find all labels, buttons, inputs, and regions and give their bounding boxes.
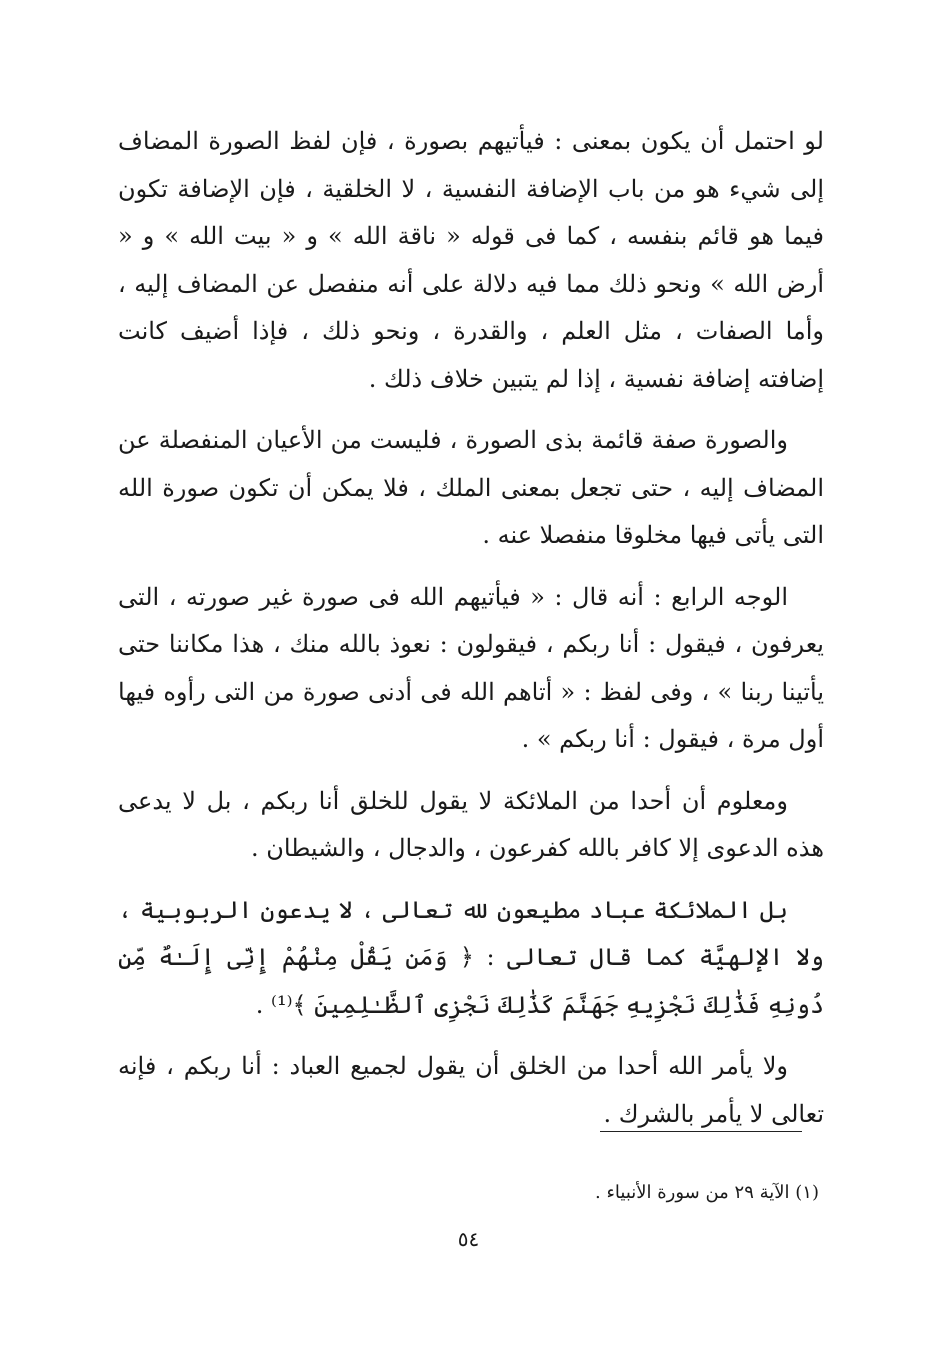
paragraph-4: ومعلوم أن أحدا من الملائكة لا يقول للخلق أنا ربكم ، بل لا يدعى هذه الدعوى إلا كافر بالله كفرعون ، والدجال ، والشيطان . bbox=[118, 786, 824, 862]
paragraph-5: بل الملائكة عباد مطيعون لله تعالى ، لا يدعون الربوبية ، ولا الإلهيَّة كما قال تعالى : ﴿ وَمَن يَقُلْ مِنْهُمْ إِنِّى إِلَـٰهٌ مِّن دُونِهِ فَذَٰلِكَ نَجْزِيهِ جَهَنَّمَ كَذَٰلِكَ نَجْزِى ٱلظَّـٰلِمِينَ ﴾⁽¹⁾ . bbox=[118, 895, 824, 1019]
paragraph-1: لو احتمل أن يكون بمعنى : فيأتيهم بصورة ، فإن لفظ الصورة المضاف إلى شيء هو من باب الإضافة النفسية ، لا الخلقية ، فإن الإضافة تكون فيما هو قائم بنفسه ، كما فى قوله « ناقة الله » و « بيت الله » و « أرض الله » ونحو ذلك مما فيه دلالة على أنه منفصل عن المضاف إليه ، وأما الصفات ، مثل العلم ، والقدرة ، ونحو ذلك ، فإذا أضيف كانت إضافته إضافة نفسية ، إذا لم يتبين خلاف ذلك . bbox=[118, 127, 824, 393]
paragraph-3: الوجه الرابع : أنه قال : « فيأتيهم الله فى صورة غير صورته ، التى يعرفون ، فيقول : أنا ربكم ، فيقولون : نعوذ بالله منك ، هذا مكاننا حتى يأتينا ربنا » ، وفى لفظ : « أتاهم الله فى أدنى صورة من التى رأوه فيها أول مرة ، فيقول : أنا ربكم » . bbox=[118, 582, 824, 753]
page-number: ٥٤ bbox=[457, 1227, 480, 1251]
footnote-divider bbox=[600, 1131, 802, 1132]
paragraph-6: ولا يأمر الله أحدا من الخلق أن يقول لجميع العباد : أنا ربكم ، فإنه تعالى لا يأمر بالشرك . bbox=[118, 1052, 824, 1128]
footnote: (١) الآية ٢٩ من سورة الأنبياء . bbox=[595, 1182, 819, 1203]
paragraph-2: والصورة صفة قائمة بذى الصورة ، فليست من الأعيان المنفصلة عن المضاف إليه ، حتى تجعل بمعنى الملك ، فلا يمكن أن تكون صورة الله التى يأتى فيها مخلوقا منفصلا عنه . bbox=[118, 426, 824, 549]
body-text bbox=[118, 118, 824, 1152]
